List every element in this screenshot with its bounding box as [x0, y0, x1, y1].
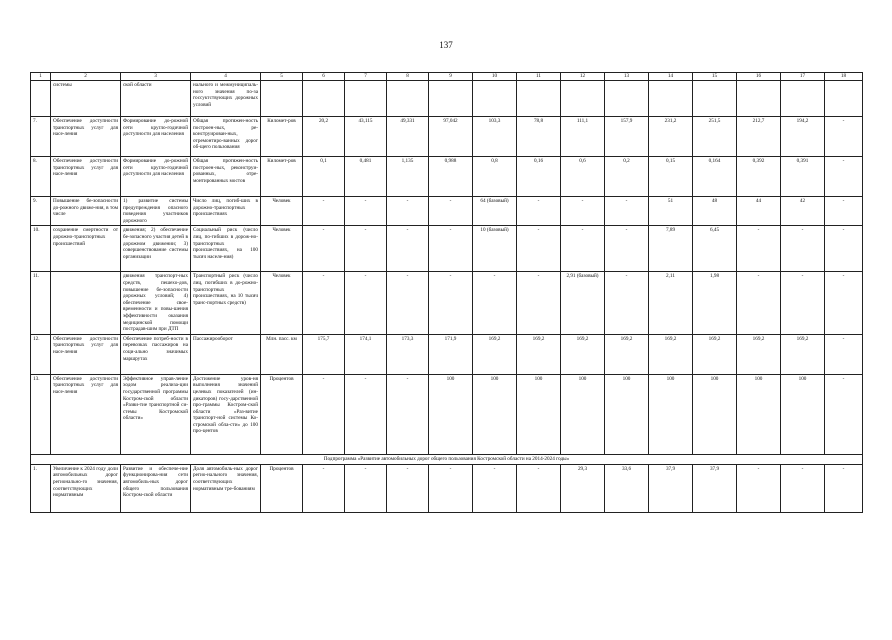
- table-cell: 7: [345, 73, 387, 81]
- table-cell: Повышение бе-зопасности до-рожного движе-ния, в том числе: [51, 197, 121, 226]
- table-cell: 0,2: [605, 157, 649, 197]
- table-cell: -: [387, 374, 429, 454]
- table-cell: -: [825, 226, 863, 272]
- table-cell: -: [825, 374, 863, 454]
- table-cell: 100: [473, 374, 517, 454]
- table-cell: Эффективное управ-ление ходом реализа-ции государственной программы Костром-ской области «Разви-тие транспортной си-стемы Костромской области»: [121, 374, 191, 454]
- table-cell: -: [605, 197, 649, 226]
- table-cell: 97,042: [429, 117, 473, 157]
- table-cell: ской области: [121, 81, 191, 117]
- table-cell: Общая протяжен-ность построен-ных, ре-конструирован-ных, отремонтиро-ванных дорог об-щего пользования: [191, 117, 261, 157]
- table-cell: 175,7: [303, 334, 345, 374]
- table-cell: 169,2: [737, 334, 781, 374]
- table-cell: 33,6: [605, 464, 649, 512]
- table-cell: 1) развитие системы предупреждения опасного поведения участников дорожного: [121, 197, 191, 226]
- table-cell: 43,115: [345, 117, 387, 157]
- table-cell: 11.: [31, 272, 51, 334]
- table-cell: -: [517, 226, 561, 272]
- table-cell: 100: [649, 374, 693, 454]
- table-row: [31, 272, 863, 334]
- table-cell: 78,8: [517, 117, 561, 157]
- table-cell: 64 (базовый): [473, 197, 517, 226]
- table-cell: 9: [429, 73, 473, 81]
- table-cell: [261, 81, 303, 117]
- table-cell: Человек: [261, 197, 303, 226]
- table-cell: 1,98: [693, 272, 737, 334]
- table-cell: 4: [191, 73, 261, 81]
- table-row: [31, 464, 863, 512]
- table-cell: -: [473, 464, 517, 512]
- table-row: [31, 334, 863, 374]
- table-cell: -: [605, 226, 649, 272]
- table-cell: 169,2: [517, 334, 561, 374]
- table-cell: 12: [561, 73, 605, 81]
- table-cell: Обеспечение доступности транспортных услуг для насе-ления: [51, 374, 121, 454]
- table-cell: Формирование до-рожной сети кругло-годичной доступности для населения: [121, 157, 191, 197]
- table-cell: -: [303, 374, 345, 454]
- table-cell: -: [737, 272, 781, 334]
- table-cell: -: [345, 197, 387, 226]
- table-cell: [781, 81, 825, 117]
- table-cell: 14: [649, 73, 693, 81]
- table-row: [31, 117, 863, 157]
- table-cell: -: [825, 272, 863, 334]
- table-cell: 100: [693, 374, 737, 454]
- table-cell: 10.: [31, 226, 51, 272]
- table-cell: [737, 81, 781, 117]
- table-cell: -: [429, 226, 473, 272]
- table-cell: 174,1: [345, 334, 387, 374]
- table-cell: 51: [649, 197, 693, 226]
- table-cell: [473, 81, 517, 117]
- table-row: [31, 226, 863, 272]
- table-cell: 100: [517, 374, 561, 454]
- table-cell: Достижение уров-ня выполнения значений целевых показателей (ин-дикаторов) госу-дарственной про-граммы Костром-ской области «Раз-витие транспорт-ной системы Ко-стромской обла-сти» до 100 про-центов: [191, 374, 261, 454]
- table-cell: 9.: [31, 197, 51, 226]
- table-cell: 111,1: [561, 117, 605, 157]
- table-cell: [429, 81, 473, 117]
- table-cell: 157,9: [605, 117, 649, 157]
- table-cell: -: [473, 272, 517, 334]
- table-cell: 100: [561, 374, 605, 454]
- table-cell: 173,3: [387, 334, 429, 374]
- table-cell: -: [561, 197, 605, 226]
- table-cell: 6,45: [693, 226, 737, 272]
- table-cell: 169,2: [605, 334, 649, 374]
- table-cell: -: [781, 464, 825, 512]
- table-cell: 100: [737, 374, 781, 454]
- table-cell: 37,9: [649, 464, 693, 512]
- table-cell: Человек: [261, 226, 303, 272]
- table-cell: -: [345, 272, 387, 334]
- indicators-table: [30, 72, 863, 513]
- table-cell: 0,6: [561, 157, 605, 197]
- table-cell: 0,391: [781, 157, 825, 197]
- table-cell: -: [825, 157, 863, 197]
- table-cell: [31, 81, 51, 117]
- table-cell: 3: [121, 73, 191, 81]
- table-cell: 8: [387, 73, 429, 81]
- table-cell: -: [429, 272, 473, 334]
- table-cell: 44: [737, 197, 781, 226]
- table-cell: -: [737, 226, 781, 272]
- table-cell: -: [429, 464, 473, 512]
- table-cell: 42: [781, 197, 825, 226]
- table-cell: 0,1: [303, 157, 345, 197]
- table-cell: 12.: [31, 334, 51, 374]
- table-cell: [303, 81, 345, 117]
- table-cell: 169,2: [649, 334, 693, 374]
- table-cell: 0,16: [517, 157, 561, 197]
- subprogram-title: Подпрограмма «Развитие автомобильных дорог общего пользования Костромской области на 2014-2024 годы»: [31, 454, 863, 464]
- table-cell: 251,5: [693, 117, 737, 157]
- table-cell: -: [737, 464, 781, 512]
- table-cell: 0,164: [693, 157, 737, 197]
- table-cell: 100: [429, 374, 473, 454]
- table-cell: [693, 81, 737, 117]
- table-cell: Пассажирооборот: [191, 334, 261, 374]
- table-cell: -: [517, 197, 561, 226]
- table-cell: Обеспечение потреб-ности в перевозках пассажиров на соци-ально значимых маршрутах: [121, 334, 191, 374]
- table-cell: 1: [31, 73, 51, 81]
- table-cell: 1,135: [387, 157, 429, 197]
- subprogram-title-row: [31, 454, 863, 464]
- table-cell: Километ-ров: [261, 117, 303, 157]
- table-cell: 0,8: [473, 157, 517, 197]
- table-cell: 13: [605, 73, 649, 81]
- table-cell: 16: [737, 73, 781, 81]
- table-cell: 169,2: [693, 334, 737, 374]
- table-cell: -: [303, 226, 345, 272]
- table-cell: [561, 81, 605, 117]
- table-cell: -: [345, 226, 387, 272]
- table-cell: -: [387, 197, 429, 226]
- table-cell: Обеспечение доступности транспортных услуг для насе-ления: [51, 157, 121, 197]
- table-cell: -: [387, 226, 429, 272]
- table-cell: Развитие и обеспече-ние функционирова-ния сети автомобиль-ных дорог общего пользования Костром-ской области: [121, 464, 191, 512]
- table-row: [31, 81, 863, 117]
- table-cell: [605, 81, 649, 117]
- table-cell: -: [605, 272, 649, 334]
- table-cell: 6: [303, 73, 345, 81]
- table-cell: 2: [51, 73, 121, 81]
- table-cell: 212,7: [737, 117, 781, 157]
- table-cell: Млн. пасс. км: [261, 334, 303, 374]
- table-cell: 5: [261, 73, 303, 81]
- column-number-row: [31, 73, 863, 81]
- table-cell: [649, 81, 693, 117]
- table-cell: 0,15: [649, 157, 693, 197]
- table-cell: Километ-ров: [261, 157, 303, 197]
- table-cell: -: [517, 272, 561, 334]
- table-cell: нального и межмуниципаль-ного значения по-за госсуктствующих дорожных условий: [191, 81, 261, 117]
- table-cell: 0,481: [345, 157, 387, 197]
- table-cell: Общая протяжен-ность построен-ных, реконструи-рованных, отре-монтированных мостов: [191, 157, 261, 197]
- table-cell: 100: [781, 374, 825, 454]
- table-cell: 231,2: [649, 117, 693, 157]
- table-cell: Процентов: [261, 464, 303, 512]
- table-cell: 29,3: [561, 464, 605, 512]
- table-cell: [387, 81, 429, 117]
- table-cell: Обеспечение доступности транспортных услуг для насе-ления: [51, 334, 121, 374]
- table-cell: 0,392: [737, 157, 781, 197]
- table-cell: Социальный риск (число лиц, по-гибших в дорож-но-транспортных происшествиях, на 100 тысяч населе-ния): [191, 226, 261, 272]
- table-cell: 169,2: [561, 334, 605, 374]
- table-cell: -: [303, 272, 345, 334]
- table-cell: 7,89: [649, 226, 693, 272]
- table-cell: -: [825, 197, 863, 226]
- table-cell: 48: [693, 197, 737, 226]
- table-cell: Увеличение к 2024 году доли автомобильных дорог регионально-го значения, соответствующих нормативным: [51, 464, 121, 512]
- table-cell: 0,988: [429, 157, 473, 197]
- table-cell: 10: [473, 73, 517, 81]
- table-cell: 13.: [31, 374, 51, 454]
- table-cell: 194,2: [781, 117, 825, 157]
- page-number: 137: [439, 40, 453, 50]
- table-cell: 100: [605, 374, 649, 454]
- table-cell: 18: [825, 73, 863, 81]
- table-cell: -: [517, 464, 561, 512]
- table-cell: -: [781, 226, 825, 272]
- table-cell: -: [387, 272, 429, 334]
- table-cell: -: [825, 117, 863, 157]
- table-cell: 20,2: [303, 117, 345, 157]
- table-cell: 2,11: [649, 272, 693, 334]
- table-cell: -: [303, 197, 345, 226]
- table-cell: -: [429, 197, 473, 226]
- table-cell: -: [303, 464, 345, 512]
- table-cell: 15: [693, 73, 737, 81]
- table-cell: -: [387, 464, 429, 512]
- table-cell: [517, 81, 561, 117]
- table-row: [31, 374, 863, 454]
- table-cell: -: [781, 272, 825, 334]
- table-cell: -: [561, 226, 605, 272]
- table-cell: движения транспорт-ных средств, пешехо-дов, повышение бе-зопасности дорожных условий; 4) обеспечение свое-временности и повы-шения эффективности оказания медицинской помощи пострадав-шим при ДТП: [121, 272, 191, 334]
- table-cell: 169,2: [781, 334, 825, 374]
- table-cell: Обеспечение доступности транспортных услуг для насе-ления: [51, 117, 121, 157]
- table-cell: Число лиц, погиб-ших в дорожно-транспортных происшествиях: [191, 197, 261, 226]
- table-cell: -: [345, 464, 387, 512]
- table-cell: Транспортный риск (число лиц, погибших в до-рожно-транспортных происшествиях, на 10 тысяч транс-портных средств): [191, 272, 261, 334]
- table-cell: 7.: [31, 117, 51, 157]
- table-cell: Процентов: [261, 374, 303, 454]
- table-cell: движения; 2) обеспечение бе-зопасного участия детей в дорожном движении; 3) совершенствование системы организации: [121, 226, 191, 272]
- table-cell: -: [825, 464, 863, 512]
- table-cell: системы: [51, 81, 121, 117]
- table-cell: Человек: [261, 272, 303, 334]
- table-cell: [345, 81, 387, 117]
- table-cell: 2,91 (базовый): [561, 272, 605, 334]
- table-cell: [825, 81, 863, 117]
- table-cell: 10 (базовый): [473, 226, 517, 272]
- table-cell: 11: [517, 73, 561, 81]
- table-cell: 37,9: [693, 464, 737, 512]
- table-cell: 103,3: [473, 117, 517, 157]
- table-cell: Формирование до-рожной сети кругло-годичной доступности для населения: [121, 117, 191, 157]
- table-cell: [51, 272, 121, 334]
- table-cell: -: [345, 374, 387, 454]
- table-cell: 49,331: [387, 117, 429, 157]
- table-cell: Доля автомобиль-ных дорог регио-нального значения, соответствующих нормативным тре-бованиям: [191, 464, 261, 512]
- table-row: [31, 197, 863, 226]
- table-cell: 8.: [31, 157, 51, 197]
- table-cell: 169,2: [473, 334, 517, 374]
- table-cell: сохранение смертности от дорожно-транспортных происшествий: [51, 226, 121, 272]
- table-row: [31, 157, 863, 197]
- table-cell: 17: [781, 73, 825, 81]
- table-cell: 171,9: [429, 334, 473, 374]
- table-cell: -: [825, 334, 863, 374]
- table-cell: 1.: [31, 464, 51, 512]
